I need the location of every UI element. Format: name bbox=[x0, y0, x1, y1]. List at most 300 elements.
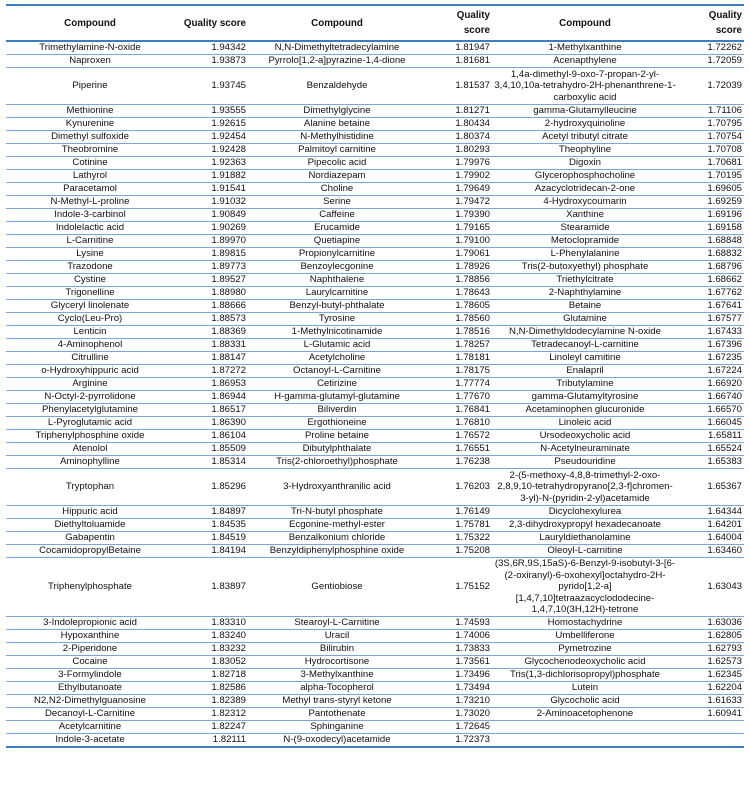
compound-cell: Tryptophan bbox=[6, 469, 174, 506]
table-row bbox=[6, 365, 744, 378]
compound-cell: Triethylcitrate bbox=[492, 274, 678, 287]
compound-cell: alpha-Tocopherol bbox=[248, 681, 426, 694]
table-row bbox=[6, 131, 744, 144]
compound-cell: 2-(5-methoxy-4,8,8-trimethyl-2-oxo-2,8,9,10-tetrahydropyrano[2,3-f]chromen-3-yl)-N-(pyridin-2-yl)acetamide bbox=[492, 469, 678, 506]
compound-cell: Cetirizine bbox=[248, 378, 426, 391]
score-cell: 1.80293 bbox=[426, 144, 492, 157]
score-cell: 1.60941 bbox=[678, 707, 744, 720]
compound-cell: Pymetrozine bbox=[492, 642, 678, 655]
compound-cell: Glycerophosphocholine bbox=[492, 170, 678, 183]
compound-cell: Acetyl tributyl citrate bbox=[492, 131, 678, 144]
table-row bbox=[6, 616, 744, 629]
compound-cell: Citrulline bbox=[6, 352, 174, 365]
compound-cell: Naproxen bbox=[6, 55, 174, 68]
score-cell: 1.76841 bbox=[426, 404, 492, 417]
score-cell: 1.89773 bbox=[174, 261, 248, 274]
score-cell: 1.78257 bbox=[426, 339, 492, 352]
table-header bbox=[6, 5, 744, 41]
table-row bbox=[6, 720, 744, 733]
score-cell: 1.81947 bbox=[426, 41, 492, 55]
table-row bbox=[6, 694, 744, 707]
score-cell: 1.79649 bbox=[426, 183, 492, 196]
table-row bbox=[6, 456, 744, 469]
compound-cell: Glycochenodeoxycholic acid bbox=[492, 655, 678, 668]
compound-cell: Diethyltoluamide bbox=[6, 519, 174, 532]
compound-cell: 3-Formylindole bbox=[6, 668, 174, 681]
table-row bbox=[6, 68, 744, 105]
compound-cell: Cotinine bbox=[6, 157, 174, 170]
compound-cell: Pseudouridine bbox=[492, 456, 678, 469]
score-cell: 1.92615 bbox=[174, 118, 248, 131]
compound-cell: Tyrosine bbox=[248, 313, 426, 326]
score-cell: 1.79100 bbox=[426, 235, 492, 248]
score-cell: 1.72645 bbox=[426, 720, 492, 733]
score-cell: 1.73561 bbox=[426, 655, 492, 668]
table-row bbox=[6, 417, 744, 430]
score-cell: 1.82718 bbox=[174, 668, 248, 681]
quality-score-table bbox=[6, 4, 744, 748]
table-row bbox=[6, 41, 744, 55]
compound-cell: Ergothioneine bbox=[248, 417, 426, 430]
score-cell: 1.86944 bbox=[174, 391, 248, 404]
score-cell: 1.68662 bbox=[678, 274, 744, 287]
table-row bbox=[6, 532, 744, 545]
score-cell: 1.79902 bbox=[426, 170, 492, 183]
compound-cell: Benzalkonium chloride bbox=[248, 532, 426, 545]
score-cell: 1.83232 bbox=[174, 642, 248, 655]
compound-cell: Kynurenine bbox=[6, 118, 174, 131]
compound-cell: Hippuric acid bbox=[6, 506, 174, 519]
score-cell: 1.69158 bbox=[678, 222, 744, 235]
table-row bbox=[6, 655, 744, 668]
compound-cell: 3-Indolepropionic acid bbox=[6, 616, 174, 629]
table-row bbox=[6, 209, 744, 222]
score-cell: 1.68796 bbox=[678, 261, 744, 274]
header-row bbox=[6, 5, 744, 41]
score-cell: 1.85296 bbox=[174, 469, 248, 506]
compound-cell: Bilirubin bbox=[248, 642, 426, 655]
score-cell: 1.83897 bbox=[174, 558, 248, 617]
compound-cell: Benzoylecgonine bbox=[248, 261, 426, 274]
score-cell: 1.69196 bbox=[678, 209, 744, 222]
score-cell: 1.70195 bbox=[678, 170, 744, 183]
score-cell: 1.64344 bbox=[678, 506, 744, 519]
compound-cell: N-Octyl-2-pyrrolidone bbox=[6, 391, 174, 404]
compound-cell: Decanoyl-L-Carnitine bbox=[6, 707, 174, 720]
score-cell: 1.75208 bbox=[426, 545, 492, 558]
compound-cell: Tributylamine bbox=[492, 378, 678, 391]
header-score-3: Quality score bbox=[708, 10, 742, 36]
score-cell: 1.67224 bbox=[678, 365, 744, 378]
score-cell: 1.93745 bbox=[174, 68, 248, 105]
compound-cell: N-Methyl-L-proline bbox=[6, 196, 174, 209]
score-cell: 1.84535 bbox=[174, 519, 248, 532]
table-row bbox=[6, 144, 744, 157]
score-cell: 1.62793 bbox=[678, 642, 744, 655]
score-cell: 1.78175 bbox=[426, 365, 492, 378]
table-row bbox=[6, 183, 744, 196]
compound-cell: Palmitoyl carnitine bbox=[248, 144, 426, 157]
compound-cell: Proline betaine bbox=[248, 430, 426, 443]
compound-cell: Homostachydrine bbox=[492, 616, 678, 629]
score-cell: 1.91541 bbox=[174, 183, 248, 196]
score-cell: 1.76149 bbox=[426, 506, 492, 519]
score-cell: 1.73494 bbox=[426, 681, 492, 694]
header-compound-3: Compound bbox=[559, 17, 611, 29]
compound-cell: Theobromine bbox=[6, 144, 174, 157]
compound-cell: Trigonelline bbox=[6, 287, 174, 300]
score-cell: 1.78560 bbox=[426, 313, 492, 326]
score-cell: 1.85509 bbox=[174, 443, 248, 456]
score-cell: 1.78605 bbox=[426, 300, 492, 313]
score-cell: 1.66570 bbox=[678, 404, 744, 417]
compound-cell: Glutamine bbox=[492, 313, 678, 326]
compound-cell: Lathyrol bbox=[6, 170, 174, 183]
compound-cell: Erucamide bbox=[248, 222, 426, 235]
score-cell: 1.67396 bbox=[678, 339, 744, 352]
compound-cell: Ethylbutanoate bbox=[6, 681, 174, 694]
score-cell: 1.90269 bbox=[174, 222, 248, 235]
score-cell: 1.93555 bbox=[174, 105, 248, 118]
table-row bbox=[6, 391, 744, 404]
header-compound-2: Compound bbox=[311, 17, 363, 29]
compound-cell: Propionylcarnitine bbox=[248, 248, 426, 261]
score-cell: 1.77774 bbox=[426, 378, 492, 391]
compound-cell: Metoclopramide bbox=[492, 235, 678, 248]
compound-cell: 2-hydroxyquinoline bbox=[492, 118, 678, 131]
score-cell: 1.75152 bbox=[426, 558, 492, 617]
compound-cell: gamma-Glutamyltyrosine bbox=[492, 391, 678, 404]
score-cell: 1.62204 bbox=[678, 681, 744, 694]
score-cell: 1.76572 bbox=[426, 430, 492, 443]
compound-cell: Acenapthylene bbox=[492, 55, 678, 68]
score-cell: 1.79472 bbox=[426, 196, 492, 209]
table-row bbox=[6, 248, 744, 261]
compound-cell: Lauryldiethanolamine bbox=[492, 532, 678, 545]
score-cell: 1.63460 bbox=[678, 545, 744, 558]
score-cell: 1.83310 bbox=[174, 616, 248, 629]
compound-cell: Trimethylamine-N-oxide bbox=[6, 41, 174, 55]
compound-cell: Caffeine bbox=[248, 209, 426, 222]
compound-cell: Laurylcarnitine bbox=[248, 287, 426, 300]
score-cell bbox=[678, 733, 744, 747]
score-cell: 1.92454 bbox=[174, 131, 248, 144]
compound-cell: 2-Aminoacetophenone bbox=[492, 707, 678, 720]
compound-cell: Paracetamol bbox=[6, 183, 174, 196]
compound-cell: o-Hydroxyhippuric acid bbox=[6, 365, 174, 378]
compound-cell: Ursodeoxycholic acid bbox=[492, 430, 678, 443]
score-cell: 1.70681 bbox=[678, 157, 744, 170]
compound-cell: L-Carnitine bbox=[6, 235, 174, 248]
score-cell: 1.66740 bbox=[678, 391, 744, 404]
score-cell: 1.92428 bbox=[174, 144, 248, 157]
compound-cell: N2,N2-Dimethylguanosine bbox=[6, 694, 174, 707]
table-row bbox=[6, 642, 744, 655]
score-cell: 1.86390 bbox=[174, 417, 248, 430]
score-cell: 1.78516 bbox=[426, 326, 492, 339]
table-row bbox=[6, 352, 744, 365]
compound-cell: Gentiobiose bbox=[248, 558, 426, 617]
score-cell: 1.74006 bbox=[426, 629, 492, 642]
compound-cell bbox=[492, 733, 678, 747]
score-cell: 1.88980 bbox=[174, 287, 248, 300]
compound-cell: 1,4a-dimethyl-9-oxo-7-propan-2-yl-3,4,10,10a-tetrahydro-2H-phenanthrene-1-carboxylic acid bbox=[492, 68, 678, 105]
score-cell: 1.70795 bbox=[678, 118, 744, 131]
compound-cell: Alanine betaine bbox=[248, 118, 426, 131]
score-cell: 1.78926 bbox=[426, 261, 492, 274]
compound-cell: Piperine bbox=[6, 68, 174, 105]
score-cell: 1.82312 bbox=[174, 707, 248, 720]
table-row bbox=[6, 469, 744, 506]
compound-cell: Betaine bbox=[492, 300, 678, 313]
compound-cell: Nordiazepam bbox=[248, 170, 426, 183]
header-score-2: Quality score bbox=[456, 10, 490, 36]
score-cell: 1.61633 bbox=[678, 694, 744, 707]
compound-cell: Pipecolic acid bbox=[248, 157, 426, 170]
score-cell: 1.82247 bbox=[174, 720, 248, 733]
score-cell: 1.78643 bbox=[426, 287, 492, 300]
compound-cell: Pantothenate bbox=[248, 707, 426, 720]
score-cell: 1.64004 bbox=[678, 532, 744, 545]
score-cell: 1.67433 bbox=[678, 326, 744, 339]
score-cell: 1.65524 bbox=[678, 443, 744, 456]
compound-cell: Indolelactic acid bbox=[6, 222, 174, 235]
table-row bbox=[6, 118, 744, 131]
score-cell: 1.86104 bbox=[174, 430, 248, 443]
compound-cell: Tetradecanoyl-L-carnitine bbox=[492, 339, 678, 352]
compound-cell: Tris(1,3-dichlorisopropyl)phosphate bbox=[492, 668, 678, 681]
score-cell: 1.69605 bbox=[678, 183, 744, 196]
table-row bbox=[6, 55, 744, 68]
compound-cell: Cocaine bbox=[6, 655, 174, 668]
compound-cell: Umbelliferone bbox=[492, 629, 678, 642]
compound-cell: 4-Hydroxycoumarin bbox=[492, 196, 678, 209]
table-row bbox=[6, 235, 744, 248]
score-cell: 1.71106 bbox=[678, 105, 744, 118]
table-row bbox=[6, 378, 744, 391]
score-cell: 1.82111 bbox=[174, 733, 248, 747]
compound-cell: 4-Aminophenol bbox=[6, 339, 174, 352]
score-cell: 1.80374 bbox=[426, 131, 492, 144]
compound-cell: Benzaldehyde bbox=[248, 68, 426, 105]
score-cell: 1.63043 bbox=[678, 558, 744, 617]
table-row bbox=[6, 443, 744, 456]
compound-cell: Xanthine bbox=[492, 209, 678, 222]
score-cell: 1.86953 bbox=[174, 378, 248, 391]
score-cell: 1.80434 bbox=[426, 118, 492, 131]
compound-cell: Methyl trans-styryl ketone bbox=[248, 694, 426, 707]
compound-cell: CocamidopropylBetaine bbox=[6, 545, 174, 558]
compound-cell: Aminophylline bbox=[6, 456, 174, 469]
compound-cell: Azacyclotridecan-2-one bbox=[492, 183, 678, 196]
score-cell: 1.88331 bbox=[174, 339, 248, 352]
table-row bbox=[6, 733, 744, 747]
score-cell: 1.82389 bbox=[174, 694, 248, 707]
compound-cell: Methionine bbox=[6, 105, 174, 118]
compound-cell: Dimethyl sulfoxide bbox=[6, 131, 174, 144]
compound-cell: Digoxin bbox=[492, 157, 678, 170]
compound-cell: Phenylacetylglutamine bbox=[6, 404, 174, 417]
score-cell: 1.79061 bbox=[426, 248, 492, 261]
score-cell: 1.64201 bbox=[678, 519, 744, 532]
table-row bbox=[6, 545, 744, 558]
score-cell: 1.63036 bbox=[678, 616, 744, 629]
compound-cell: 2,3-dihydroxypropyl hexadecanoate bbox=[492, 519, 678, 532]
compound-cell: Glycocholic acid bbox=[492, 694, 678, 707]
table-row bbox=[6, 430, 744, 443]
compound-cell: N,N-Dimethyldodecylamine N-oxide bbox=[492, 326, 678, 339]
compound-cell: Glyceryl linolenate bbox=[6, 300, 174, 313]
compound-cell: Quetiapine bbox=[248, 235, 426, 248]
compound-cell: Lysine bbox=[6, 248, 174, 261]
compound-cell: Theophyline bbox=[492, 144, 678, 157]
compound-cell: 2-Naphthylamine bbox=[492, 287, 678, 300]
table-row bbox=[6, 668, 744, 681]
score-cell: 1.75322 bbox=[426, 532, 492, 545]
compound-cell: 3-Hydroxyanthranilic acid bbox=[248, 469, 426, 506]
table-row bbox=[6, 519, 744, 532]
score-cell: 1.84897 bbox=[174, 506, 248, 519]
compound-cell: N-Methylhistidine bbox=[248, 131, 426, 144]
score-cell: 1.72039 bbox=[678, 68, 744, 105]
table-row bbox=[6, 287, 744, 300]
compound-cell: N-(9-oxodecyl)acetamide bbox=[248, 733, 426, 747]
table-row bbox=[6, 274, 744, 287]
compound-cell: Ecgonine-methyl-ester bbox=[248, 519, 426, 532]
compound-cell: Dimethylglycine bbox=[248, 105, 426, 118]
compound-cell: Gabapentin bbox=[6, 532, 174, 545]
table-row bbox=[6, 339, 744, 352]
compound-cell: Lenticin bbox=[6, 326, 174, 339]
compound-cell: Arginine bbox=[6, 378, 174, 391]
compound-cell: L-Glutamic acid bbox=[248, 339, 426, 352]
score-cell: 1.92363 bbox=[174, 157, 248, 170]
compound-cell: 2-Piperidone bbox=[6, 642, 174, 655]
compound-cell: Tri-N-butyl phosphate bbox=[248, 506, 426, 519]
score-cell: 1.76238 bbox=[426, 456, 492, 469]
score-cell: 1.88369 bbox=[174, 326, 248, 339]
score-cell: 1.67235 bbox=[678, 352, 744, 365]
score-cell: 1.72059 bbox=[678, 55, 744, 68]
score-cell: 1.74593 bbox=[426, 616, 492, 629]
compound-cell: Naphthalene bbox=[248, 274, 426, 287]
compound-cell: Linoleic acid bbox=[492, 417, 678, 430]
compound-cell: Indole-3-carbinol bbox=[6, 209, 174, 222]
score-cell: 1.91882 bbox=[174, 170, 248, 183]
compound-cell: Pyrrolo[1,2-a]pyrazine-1,4-dione bbox=[248, 55, 426, 68]
score-cell: 1.78181 bbox=[426, 352, 492, 365]
compound-cell: 1-Methylnicotinamide bbox=[248, 326, 426, 339]
compound-cell: Acetylcarnitine bbox=[6, 720, 174, 733]
score-cell: 1.86517 bbox=[174, 404, 248, 417]
score-cell: 1.73496 bbox=[426, 668, 492, 681]
compound-cell: Cyclo(Leu-Pro) bbox=[6, 313, 174, 326]
score-cell: 1.77670 bbox=[426, 391, 492, 404]
score-cell: 1.78856 bbox=[426, 274, 492, 287]
compound-cell: Tris(2-chloroethyl)phosphate bbox=[248, 456, 426, 469]
table-body bbox=[6, 41, 744, 747]
compound-cell: 3-Methylxanthine bbox=[248, 668, 426, 681]
score-cell: 1.84519 bbox=[174, 532, 248, 545]
compound-cell: Dibutylphthalate bbox=[248, 443, 426, 456]
compound-cell: Oleoyl-L-carnitine bbox=[492, 545, 678, 558]
table-row bbox=[6, 404, 744, 417]
table-row bbox=[6, 300, 744, 313]
score-cell: 1.66045 bbox=[678, 417, 744, 430]
compound-cell: N,N-Dimethyltetradecylamine bbox=[248, 41, 426, 55]
score-cell: 1.72373 bbox=[426, 733, 492, 747]
score-cell: 1.79976 bbox=[426, 157, 492, 170]
score-cell: 1.94342 bbox=[174, 41, 248, 55]
score-cell: 1.89970 bbox=[174, 235, 248, 248]
score-cell: 1.62573 bbox=[678, 655, 744, 668]
compound-cell: Lutein bbox=[492, 681, 678, 694]
table-row bbox=[6, 558, 744, 617]
score-cell: 1.73210 bbox=[426, 694, 492, 707]
score-cell: 1.89815 bbox=[174, 248, 248, 261]
score-cell: 1.69259 bbox=[678, 196, 744, 209]
compound-cell: Choline bbox=[248, 183, 426, 196]
score-cell: 1.79165 bbox=[426, 222, 492, 235]
compound-cell: N-Acetylneuraminate bbox=[492, 443, 678, 456]
compound-cell bbox=[492, 720, 678, 733]
compound-cell: Biliverdin bbox=[248, 404, 426, 417]
compound-cell: Benzyldiphenylphosphine oxide bbox=[248, 545, 426, 558]
compound-cell: Atenolol bbox=[6, 443, 174, 456]
compound-cell: L-Phenylalanine bbox=[492, 248, 678, 261]
score-cell: 1.68848 bbox=[678, 235, 744, 248]
score-cell: 1.67577 bbox=[678, 313, 744, 326]
table-row bbox=[6, 681, 744, 694]
score-cell: 1.90849 bbox=[174, 209, 248, 222]
score-cell: 1.88147 bbox=[174, 352, 248, 365]
score-cell: 1.88573 bbox=[174, 313, 248, 326]
score-cell: 1.93873 bbox=[174, 55, 248, 68]
score-cell: 1.89527 bbox=[174, 274, 248, 287]
table-row bbox=[6, 196, 744, 209]
compound-cell: Stearoyl-L-Carnitine bbox=[248, 616, 426, 629]
score-cell: 1.65383 bbox=[678, 456, 744, 469]
score-cell: 1.76551 bbox=[426, 443, 492, 456]
score-cell: 1.81271 bbox=[426, 105, 492, 118]
score-cell: 1.81537 bbox=[426, 68, 492, 105]
score-cell: 1.83240 bbox=[174, 629, 248, 642]
header-compound-1: Compound bbox=[64, 17, 116, 29]
score-cell: 1.85314 bbox=[174, 456, 248, 469]
compound-cell: Tris(2-butoxyethyl) phosphate bbox=[492, 261, 678, 274]
score-cell: 1.83052 bbox=[174, 655, 248, 668]
score-cell: 1.62805 bbox=[678, 629, 744, 642]
score-cell: 1.72262 bbox=[678, 41, 744, 55]
compound-cell: Acetylcholine bbox=[248, 352, 426, 365]
compound-cell: H-gamma-glutamyl-glutamine bbox=[248, 391, 426, 404]
compound-cell: Cystine bbox=[6, 274, 174, 287]
table-row bbox=[6, 170, 744, 183]
compound-cell: (3S,6R,9S,15aS)-6-Benzyl-9-isobutyl-3-[6-(2-oxiranyl)-6-oxohexyl]octahydro-2H-pyrido[1,2-a][1,4,7,10]tetraazacyclododecine-1,4,7,10(3H,12H)-tetrone bbox=[492, 558, 678, 617]
table-row bbox=[6, 261, 744, 274]
score-cell: 1.68832 bbox=[678, 248, 744, 261]
table-row bbox=[6, 326, 744, 339]
score-cell: 1.82586 bbox=[174, 681, 248, 694]
header-score-1: Quality score bbox=[183, 17, 246, 29]
score-cell bbox=[678, 720, 744, 733]
score-cell: 1.76203 bbox=[426, 469, 492, 506]
score-cell: 1.73833 bbox=[426, 642, 492, 655]
score-cell: 1.87272 bbox=[174, 365, 248, 378]
compound-cell: Indole-3-acetate bbox=[6, 733, 174, 747]
compound-cell: Stearamide bbox=[492, 222, 678, 235]
score-cell: 1.66920 bbox=[678, 378, 744, 391]
